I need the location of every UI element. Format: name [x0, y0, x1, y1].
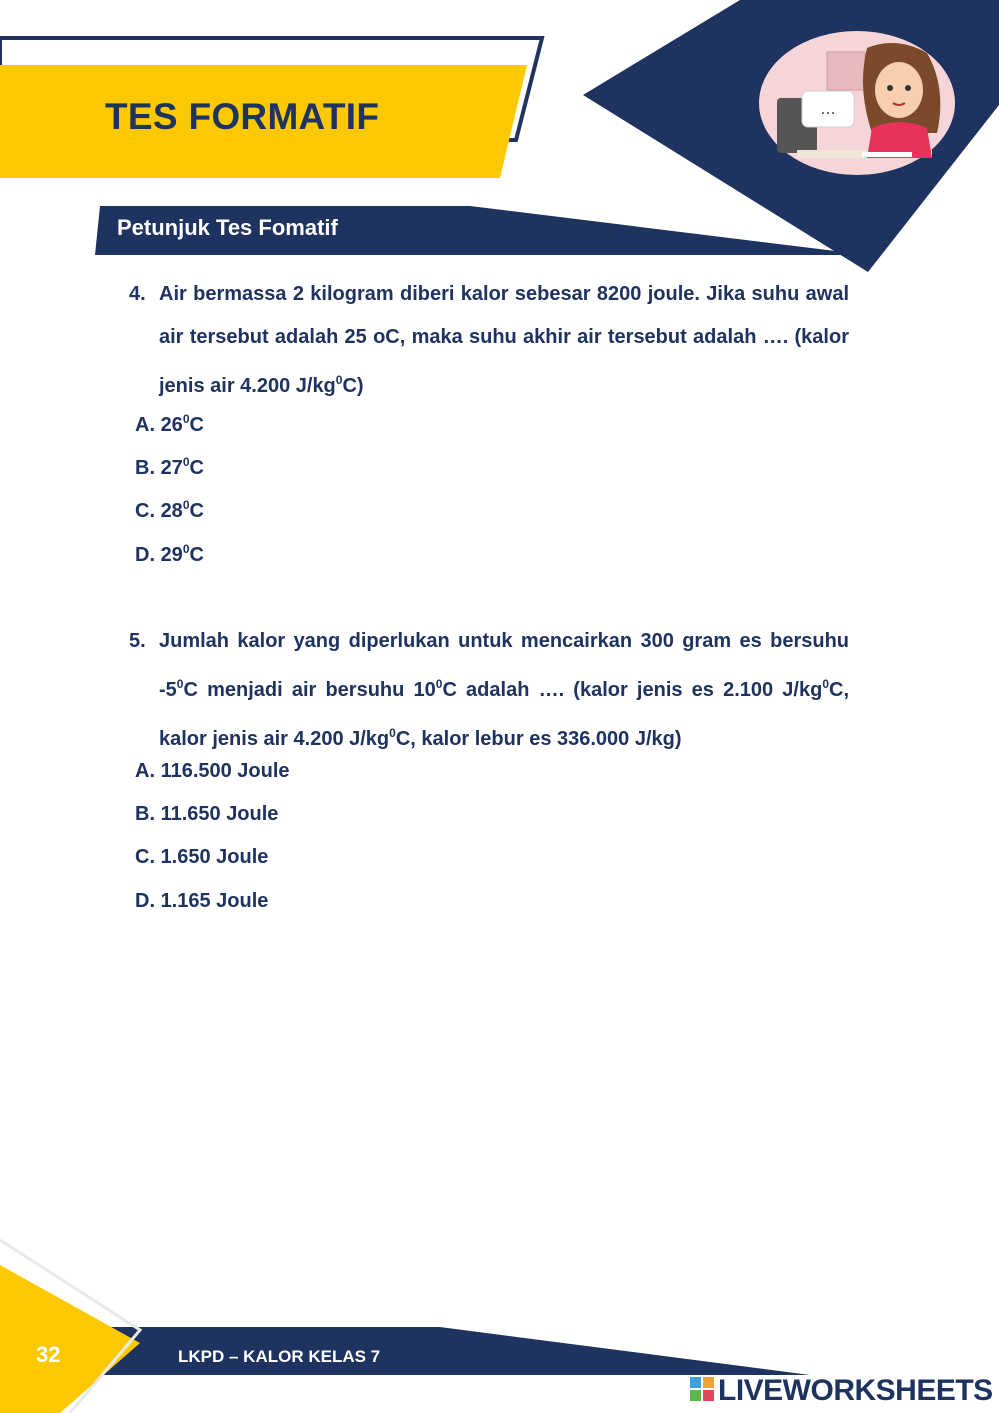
page-title: TES FORMATIF: [105, 96, 380, 137]
answer-option-a[interactable]: A. $26^0C$: [135, 412, 204, 436]
section-subheading: Petunjuk Tes Fomatif: [117, 215, 338, 240]
answer-option-c[interactable]: C. 1.650 Joule: [135, 846, 269, 868]
liveworksheets-logo-icon: [690, 1377, 714, 1401]
answer-option-a[interactable]: A. 116.500 Joule: [135, 760, 290, 782]
footer-text: LKPD – KALOR KELAS 7: [178, 1347, 381, 1366]
brand-wordmark: LIVEWORKSHEETS: [718, 1374, 993, 1407]
answer-option-d[interactable]: D. 1.165 Joule: [135, 890, 269, 912]
question-4: [129, 273, 849, 403]
answer-option-b[interactable]: B. 11.650 Joule: [135, 803, 279, 825]
answer-option-d[interactable]: D. $29^0C$: [135, 542, 204, 566]
question-5: [129, 620, 849, 750]
svg-text:...: ...: [820, 99, 836, 118]
question-text: Air bermassa 2 kilogram diberi kalor sebesar 8200 joule. Jika suhu awal air tersebut adalah 25 oC, maka suhu akhir air tersebut adalah …. (kalor jenis air 4.200 $J/kg^0C$): [159, 283, 849, 397]
question-text: Jumlah kalor yang diperlukan untuk mencairkan 300 gram es bersuhu $-5^0C$ menjadi air bersuhu $10^0C$ adalah …. (kalor jenis es 2.100 $J/kg^0C$, kalor jenis air 4.200 $J/kg^0C$, kalor lebur es 336.000 J/kg): [159, 630, 849, 750]
girl-studying-illustration: [757, 28, 957, 178]
footer-corner: [0, 1265, 140, 1413]
answer-option-c[interactable]: C. $28^0C$: [135, 498, 204, 522]
page-number: 32: [36, 1342, 61, 1367]
question-number: 4.: [129, 283, 146, 305]
answer-option-b[interactable]: B. $27^0C$: [135, 455, 204, 479]
question-number: 5.: [129, 630, 146, 652]
